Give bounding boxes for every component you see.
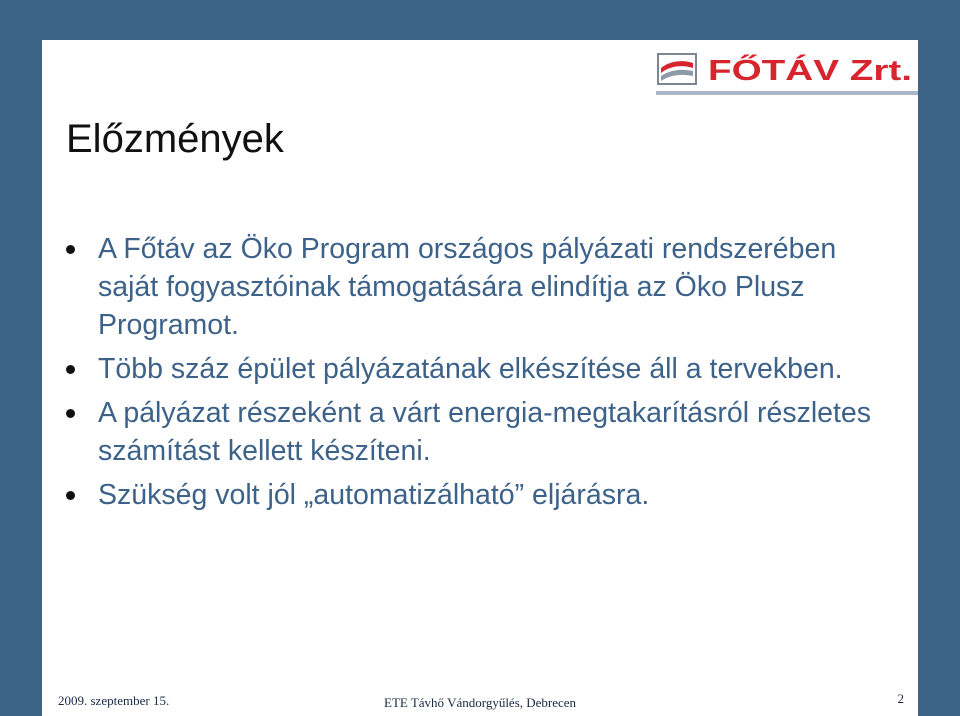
bullet-icon [66, 491, 75, 500]
fotav-logo [656, 48, 918, 90]
slide-title: Előzmények [66, 117, 284, 161]
bullet-icon [66, 409, 75, 418]
logo-text: FŐTÁV Zrt. [708, 55, 862, 87]
page-number: 2 [897, 691, 904, 706]
slide-footer [42, 686, 918, 716]
bullet-text: A Főtáv az Öko Program országos pályázati rendszerében saját fogyasztóinak támogatására elindítja az Öko Plusz Programot. [98, 233, 837, 341]
bullet-item [66, 394, 896, 470]
bullet-list [66, 230, 896, 520]
bullet-item [66, 230, 896, 344]
bullet-text: Több száz épület pályázatának elkészítése áll a tervekben. [98, 353, 843, 385]
bullet-text: A pályázat részeként a várt energia-megtakarításról részletes számítást kellett készíteni. [98, 397, 872, 467]
bullet-item [66, 350, 896, 388]
bullet-text: Szükség volt jól „automatizálható” eljárásra. [98, 479, 650, 511]
slide [42, 40, 918, 686]
bullet-item [66, 476, 896, 514]
bullet-icon [66, 365, 75, 374]
logo-underline [656, 91, 918, 95]
footer-date: 2009. szeptember 15. [58, 693, 170, 708]
footer-event: ETE Távhő Vándorgyűlés, Debrecen [384, 695, 577, 710]
bullet-icon [66, 245, 75, 254]
